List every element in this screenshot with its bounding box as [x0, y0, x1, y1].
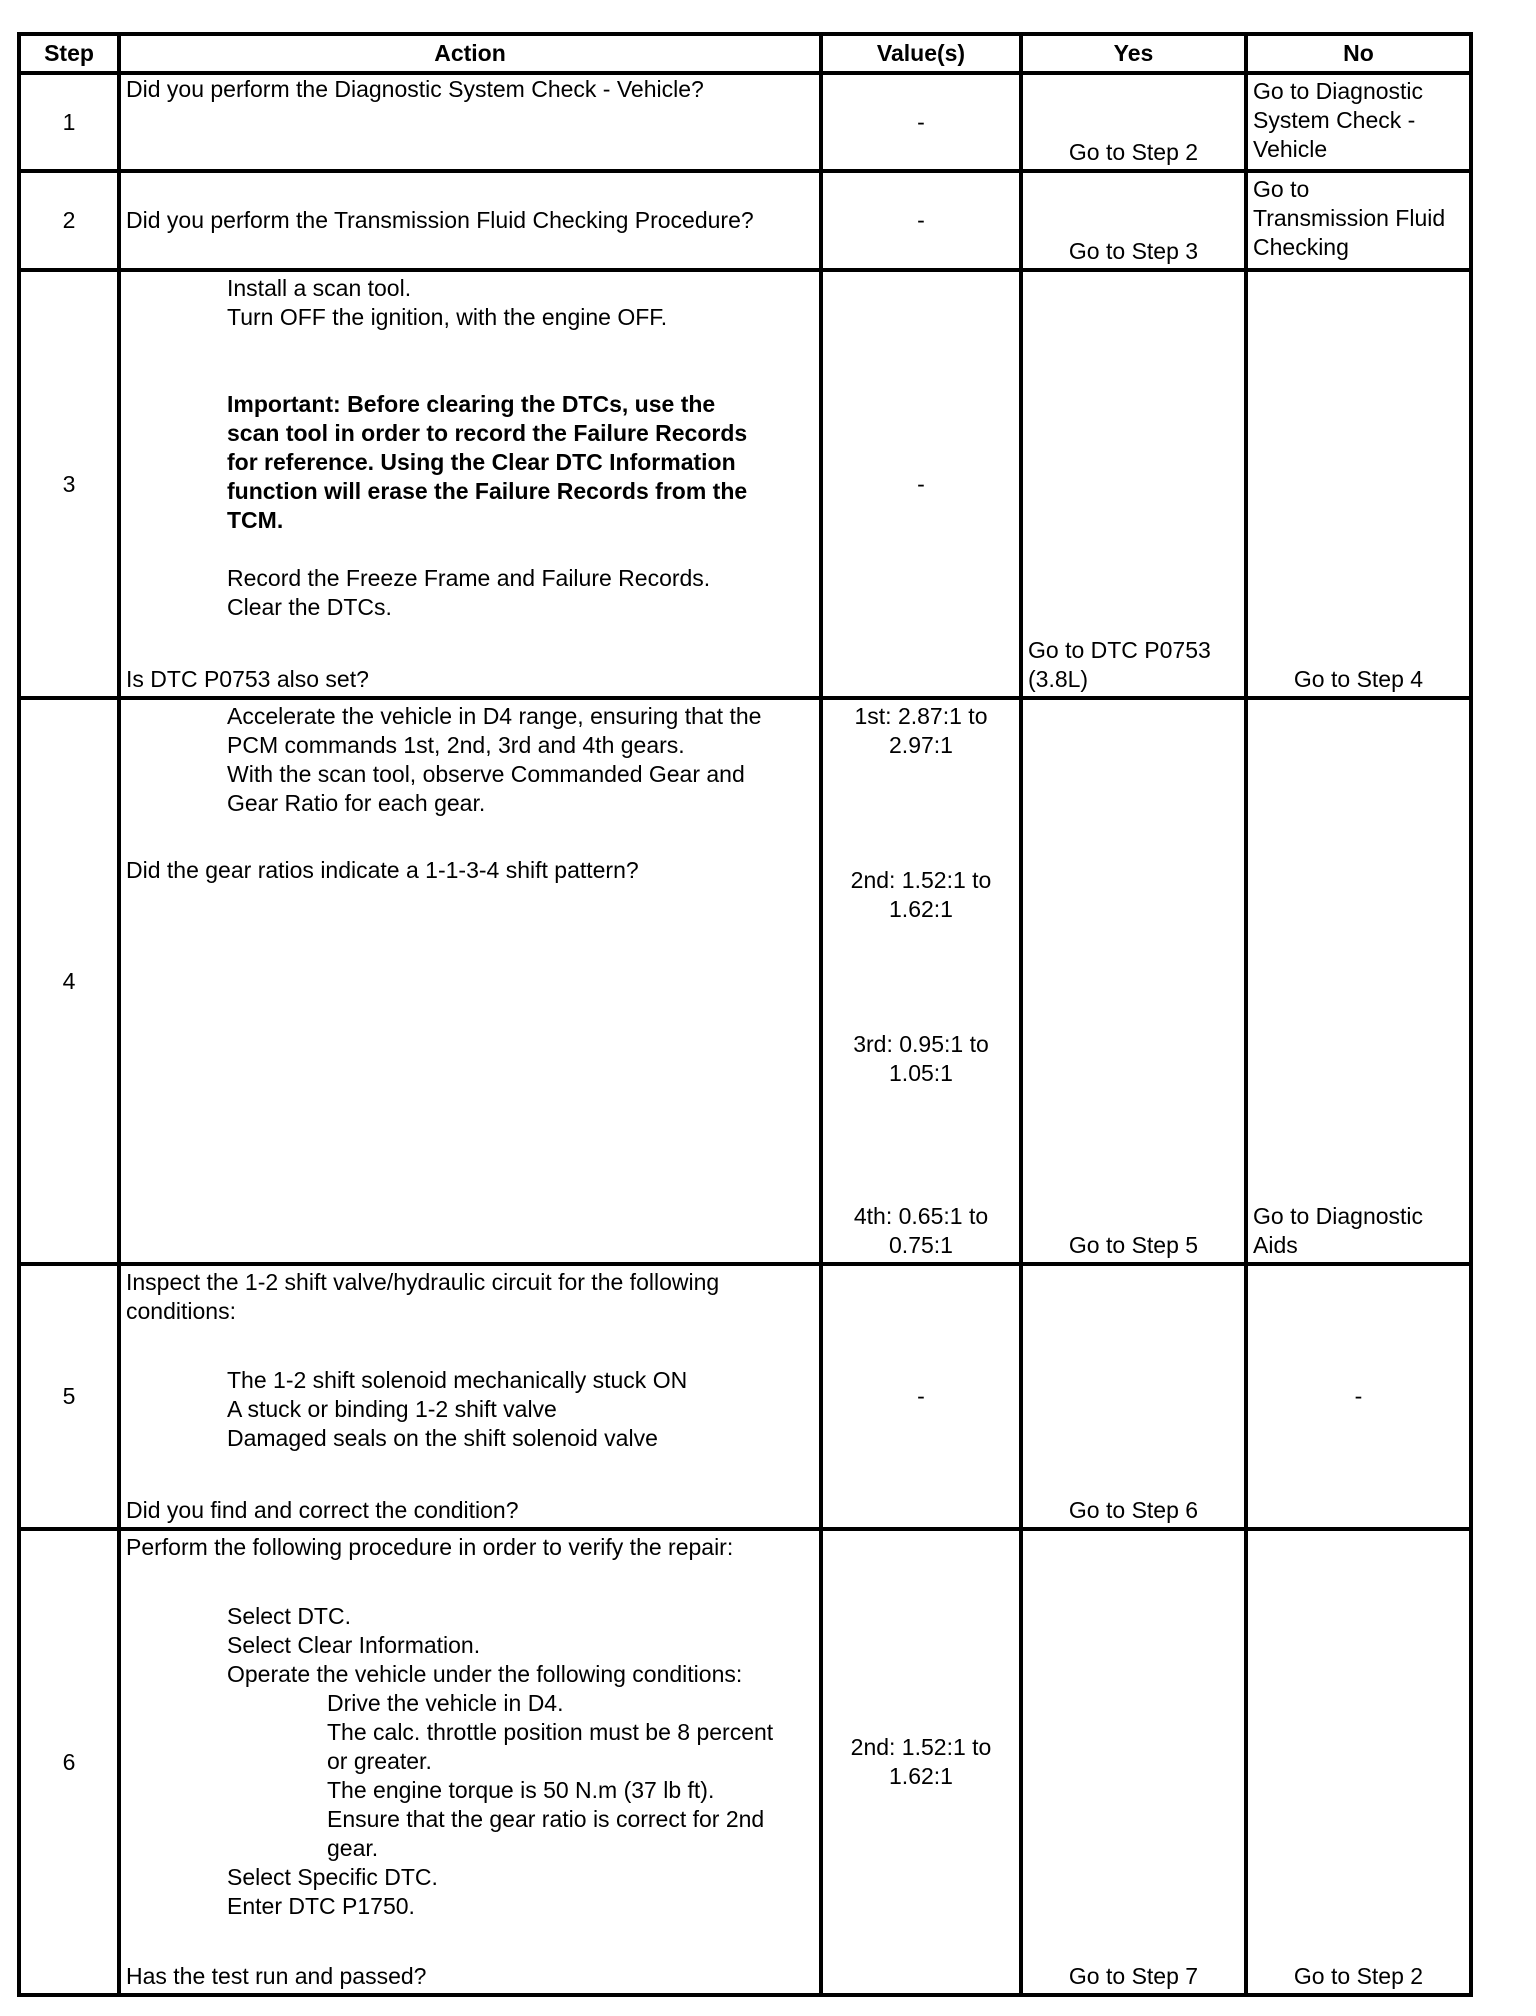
- header-step: Step: [19, 34, 119, 73]
- header-no: No: [1246, 34, 1471, 73]
- action-step: PCM commands 1st, 2nd, 3rd and 4th gears.: [227, 732, 685, 758]
- value-text: 1.62:1: [889, 1763, 953, 1789]
- procedure-step: Enter DTC P1750.: [227, 1893, 415, 1919]
- action-cell: [119, 171, 821, 270]
- no-text: Go to Diagnostic: [1253, 1203, 1424, 1229]
- no-text: Go to: [1253, 176, 1310, 202]
- procedure-sub-step: Drive the vehicle in D4.: [327, 1690, 564, 1716]
- action-text: conditions:: [126, 1298, 236, 1324]
- value-text: 1st: 2.87:1 to: [854, 703, 988, 729]
- action-cell: [119, 73, 821, 171]
- table-row: [19, 270, 1471, 698]
- no-cell: [1246, 73, 1471, 171]
- action-step: Turn OFF the ignition, with the engine OFF.: [227, 304, 668, 330]
- procedure-sub-step: or greater.: [327, 1748, 432, 1774]
- yes-cell: [1021, 73, 1246, 171]
- value-cell: [821, 1529, 1021, 1995]
- question-text: Did the gear ratios indicate a 1-1-3-4 shift pattern?: [126, 857, 639, 883]
- procedure-sub-step: gear.: [327, 1835, 379, 1861]
- action-text: Inspect the 1-2 shift valve/hydraulic circuit for the following: [126, 1269, 720, 1295]
- no-text: Transmission Fluid: [1253, 205, 1446, 231]
- action-step: Record the Freeze Frame and Failure Records.: [227, 565, 711, 591]
- header-row: [19, 34, 1471, 73]
- procedure-step: Operate the vehicle under the following conditions:: [227, 1661, 743, 1687]
- action-text: Perform the following procedure in order to verify the repair:: [126, 1534, 734, 1560]
- no-text: Aids: [1253, 1232, 1298, 1258]
- yes-text: (3.8L): [1028, 666, 1089, 692]
- procedure-sub-step: Ensure that the gear ratio is correct for 2nd: [327, 1806, 765, 1832]
- value-text: 0.75:1: [889, 1232, 953, 1258]
- action-cell: [119, 698, 821, 1264]
- yes-cell: [1021, 171, 1246, 270]
- table-row: [19, 1264, 1471, 1529]
- value-text: 2nd: 1.52:1 to: [850, 867, 992, 893]
- no-cell: [1246, 270, 1471, 698]
- no-text: Checking: [1253, 234, 1349, 260]
- value-cell: -: [821, 270, 1021, 698]
- condition-item: Damaged seals on the shift solenoid valve: [227, 1425, 658, 1451]
- value-text: 1.62:1: [889, 896, 953, 922]
- step-number: 5: [19, 1264, 119, 1529]
- value-text: 3rd: 0.95:1 to: [853, 1031, 989, 1057]
- yes-cell: [1021, 270, 1246, 698]
- action-step: Install a scan tool.: [227, 275, 412, 301]
- procedure-sub-step: The calc. throttle position must be 8 percent: [327, 1719, 774, 1745]
- condition-item: The 1-2 shift solenoid mechanically stuck ON: [227, 1367, 688, 1393]
- important-note: function will erase the Failure Records from the: [227, 478, 748, 504]
- important-note: Important: Before clearing the DTCs, use the: [227, 391, 716, 417]
- no-cell: [1246, 1529, 1471, 1995]
- no-text: Go to Diagnostic: [1253, 78, 1424, 104]
- yes-text: Go to Step 3: [1068, 238, 1199, 264]
- no-text: System Check -: [1253, 107, 1416, 133]
- yes-text: Go to Step 7: [1068, 1963, 1199, 1989]
- no-cell: [1246, 171, 1471, 270]
- action-text: Did you perform the Diagnostic System Check - Vehicle?: [126, 76, 704, 102]
- table-row: [19, 698, 1471, 1264]
- procedure-step: Select DTC.: [227, 1603, 351, 1629]
- condition-item: A stuck or binding 1-2 shift valve: [227, 1396, 557, 1422]
- action-cell: [119, 270, 821, 698]
- action-cell: [119, 1264, 821, 1529]
- no-cell: -: [1246, 1264, 1471, 1529]
- question-text: Has the test run and passed?: [126, 1963, 427, 1989]
- no-text: Vehicle: [1253, 136, 1328, 162]
- table-row: [19, 171, 1471, 270]
- yes-text: Go to Step 2: [1068, 139, 1199, 165]
- yes-cell: [1021, 1264, 1246, 1529]
- value-text: 4th: 0.65:1 to: [853, 1203, 989, 1229]
- header-yes: Yes: [1021, 34, 1246, 73]
- action-cell: [119, 1529, 821, 1995]
- value-text: 1.05:1: [889, 1060, 953, 1086]
- value-text: 2.97:1: [889, 732, 953, 758]
- value-cell: -: [821, 1264, 1021, 1529]
- action-step: With the scan tool, observe Commanded Gear and: [227, 761, 745, 787]
- important-note: scan tool in order to record the Failure Records: [227, 420, 748, 446]
- header-action: Action: [119, 34, 821, 73]
- yes-text: Go to DTC P0753: [1028, 637, 1211, 663]
- value-cell: -: [821, 73, 1021, 171]
- step-number: 2: [19, 171, 119, 270]
- question-text: Did you find and correct the condition?: [126, 1497, 519, 1523]
- value-cell: -: [821, 171, 1021, 270]
- procedure-sub-step: The engine torque is 50 N.m (37 lb ft).: [327, 1777, 715, 1803]
- step-number: 6: [19, 1529, 119, 1995]
- table-row: [19, 1529, 1471, 1995]
- yes-cell: [1021, 1529, 1246, 1995]
- action-step: Clear the DTCs.: [227, 594, 392, 620]
- important-note: for reference. Using the Clear DTC Information: [227, 449, 736, 475]
- important-note: TCM.: [227, 507, 284, 533]
- action-step: Gear Ratio for each gear.: [227, 790, 486, 816]
- procedure-step: Select Clear Information.: [227, 1632, 481, 1658]
- step-number: 3: [19, 270, 119, 698]
- step-number: 1: [19, 73, 119, 171]
- no-cell: [1246, 698, 1471, 1264]
- diagnostic-table: [17, 32, 1459, 1989]
- action-step: Accelerate the vehicle in D4 range, ensuring that the: [227, 703, 762, 729]
- yes-text: Go to Step 5: [1068, 1232, 1199, 1258]
- value-text: 2nd: 1.52:1 to: [850, 1734, 992, 1760]
- no-text: Go to Step 2: [1293, 1963, 1424, 1989]
- yes-text: Go to Step 6: [1068, 1497, 1199, 1523]
- action-text: Did you perform the Transmission Fluid Checking Procedure?: [126, 207, 754, 233]
- question-text: Is DTC P0753 also set?: [126, 666, 369, 692]
- value-cell: [821, 698, 1021, 1264]
- header-values: Value(s): [821, 34, 1021, 73]
- table-row: [19, 73, 1471, 171]
- step-number: 4: [19, 698, 119, 1264]
- no-text: Go to Step 4: [1293, 666, 1424, 692]
- procedure-step: Select Specific DTC.: [227, 1864, 438, 1890]
- yes-cell: [1021, 698, 1246, 1264]
